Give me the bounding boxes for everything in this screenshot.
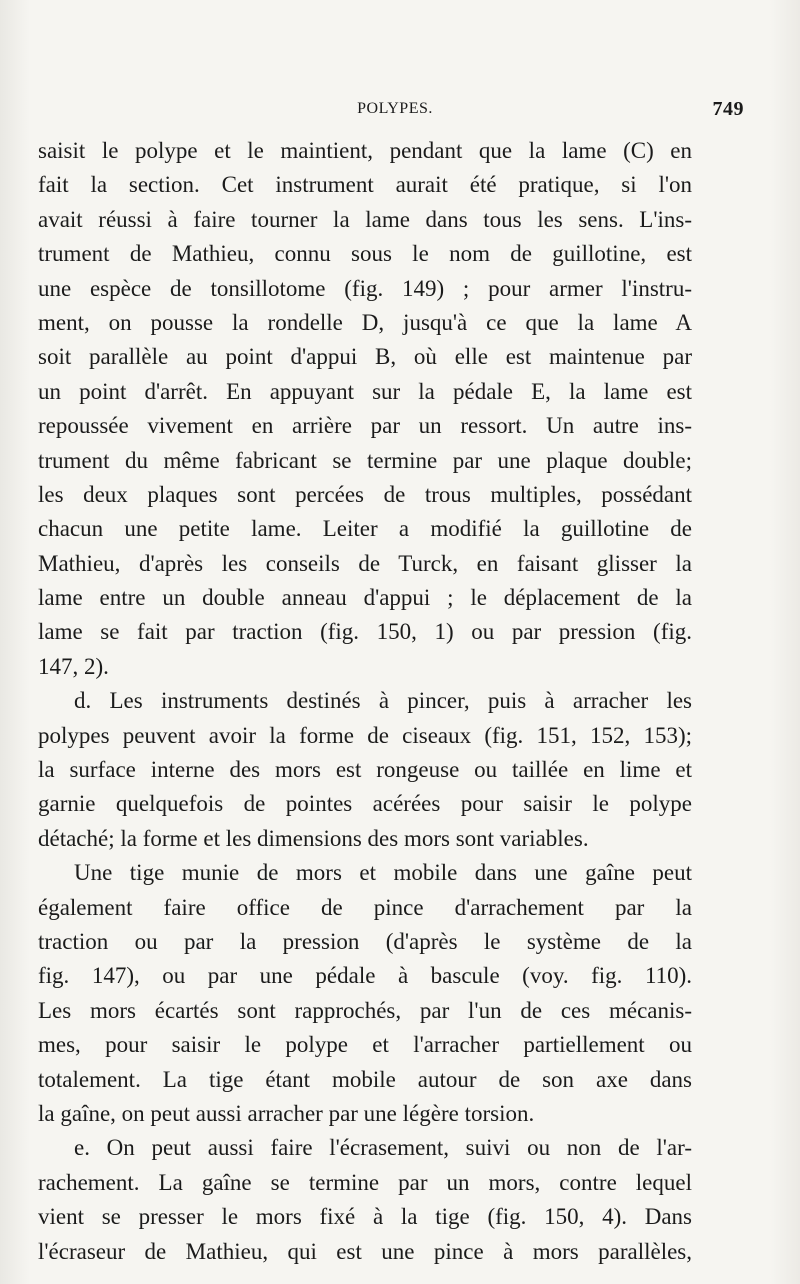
text-line: les deux plaques sont percées de trous multiples, possédant: [38, 481, 692, 507]
text-line: fait la section. Cet instrument aurait été pratique, si l'on: [38, 172, 692, 198]
text-line: e. On peut aussi faire l'écrasement, suivi ou non de l'ar-: [74, 1135, 692, 1161]
text-line: ment, on pousse la rondelle D, jusqu'à ce que la lame A: [38, 309, 692, 335]
text-line: l'écraseur de Mathieu, qui est une pince à mors parallèles,: [38, 1238, 692, 1264]
text-line: Les mors écartés sont rapprochés, par l'un de ces mécanis-: [38, 997, 692, 1023]
text-line: lame se fait par traction (fig. 150, 1) ou par pression (fig.: [38, 619, 692, 645]
text-line: polypes peuvent avoir la forme de ciseaux (fig. 151, 152, 153);: [38, 722, 692, 748]
text-line: chacun une petite lame. Leiter a modifié la guillotine de: [38, 516, 692, 542]
text-line: vient se presser le mors fixé à la tige (fig. 150, 4). Dans: [38, 1204, 692, 1230]
text-line: trument du même fabricant se termine par une plaque double;: [38, 447, 692, 473]
text-line: saisit le polype et le maintient, pendant que la lame (C) en: [38, 138, 692, 163]
text-line: trument de Mathieu, connu sous le nom de guillotine, est: [38, 241, 692, 267]
text-line: avait réussi à faire tourner la lame dans tous les sens. L'ins-: [38, 206, 692, 232]
text-line: totalement. La tige étant mobile autour de son axe dans: [38, 1066, 692, 1092]
text-line: Mathieu, d'après les conseils de Turck, en faisant glisser la: [38, 550, 692, 576]
text-line: la surface interne des mors est rongeuse ou taillée en lime et: [38, 757, 692, 783]
text-line: traction ou par la pression (d'après le système de la: [38, 928, 692, 954]
running-title: POLYPES.: [357, 100, 433, 117]
text-line: détaché; la forme et les dimensions des mors sont variables.: [38, 825, 589, 851]
text-line: garnie quelquefois de pointes acérées pour saisir le polype: [38, 791, 692, 817]
text-line: soit parallèle au point d'appui B, où elle est maintenue par: [38, 344, 692, 370]
text-line: Une tige munie de mors et mobile dans une gaîne peut: [74, 860, 692, 886]
text-line: un point d'arrêt. En appuyant sur la pédale E, la lame est: [38, 378, 692, 404]
text-line: également faire office de pince d'arrachement par la: [38, 894, 692, 920]
text-line: la gaîne, on peut aussi arracher par une légère torsion.: [38, 1100, 535, 1126]
text-line: d. Les instruments destinés à pincer, puis à arracher les: [74, 688, 692, 714]
body-text: [38, 134, 692, 1269]
text-line: rachement. La gaîne se termine par un mors, contre lequel: [38, 1169, 692, 1195]
text-line: lame entre un double anneau d'appui ; le déplacement de la: [38, 585, 692, 611]
text-line: repoussée vivement en arrière par un ressort. Un autre ins-: [38, 413, 692, 439]
text-line: une espèce de tonsillotome (fig. 149) ; pour armer l'instru-: [38, 275, 692, 301]
text-line: 147, 2).: [38, 653, 109, 679]
running-header: [40, 96, 750, 126]
text-line: fig. 147), ou par une pédale à bascule (voy. fig. 110).: [38, 963, 692, 989]
text-line: mes, pour saisir le polype et l'arracher partiellement ou: [38, 1032, 692, 1058]
page-number: 749: [712, 98, 744, 120]
